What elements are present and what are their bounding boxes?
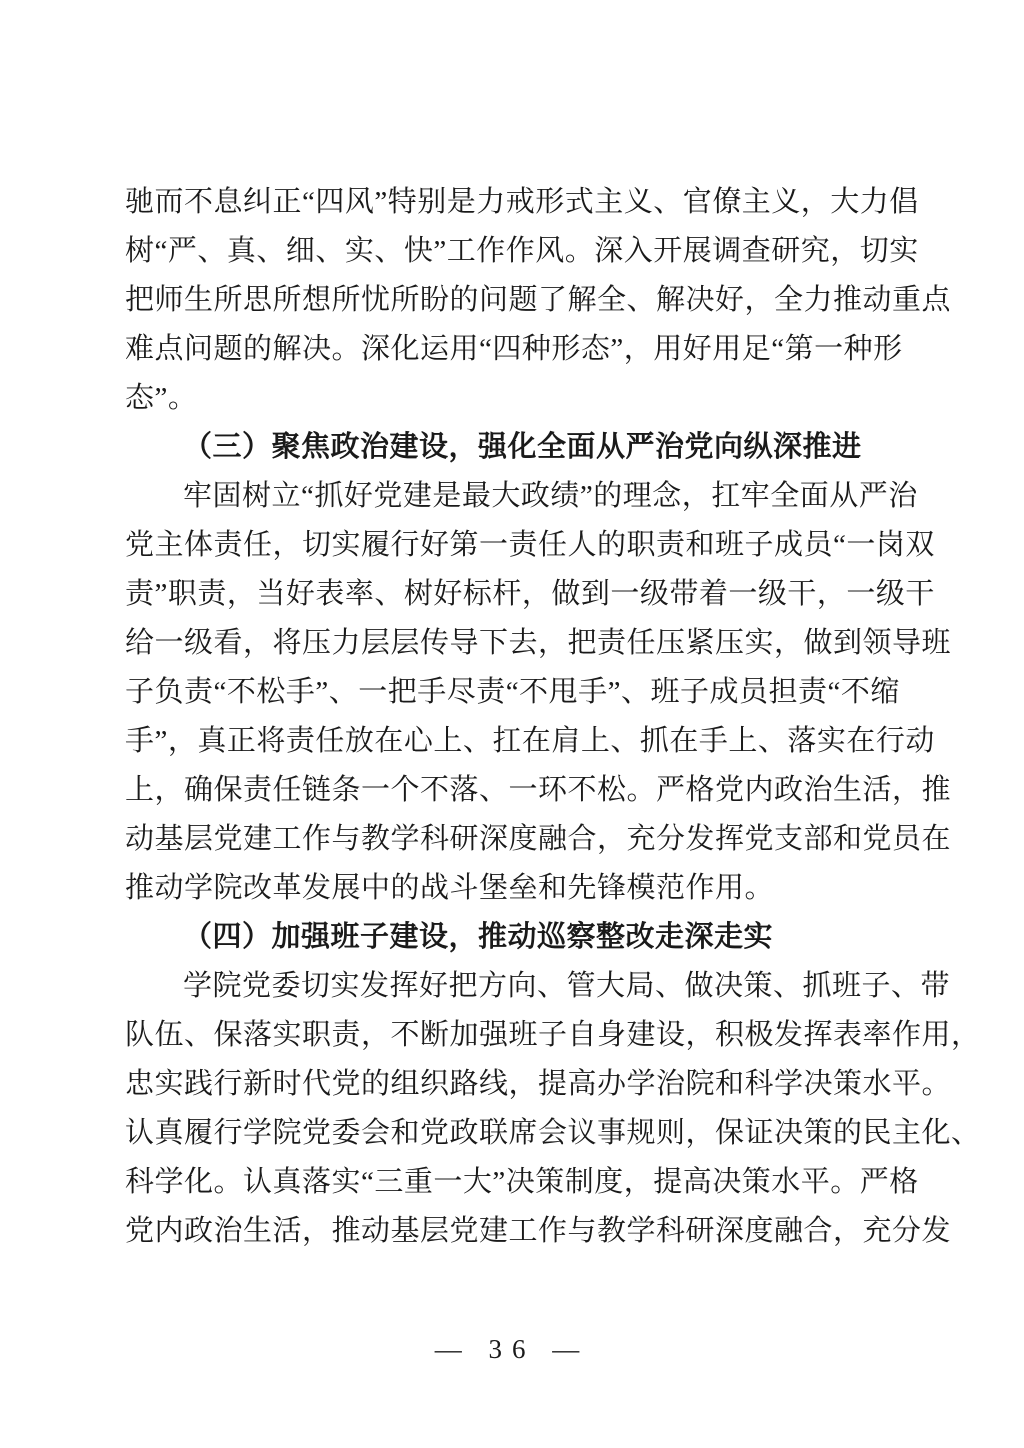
text-line: 忠实践行新时代党的组织路线，提高办学治院和科学决策水平。	[125, 1068, 952, 1100]
text-line: 认真履行学院党委会和党政联席会议事规则，保证决策的民主化、	[125, 1117, 981, 1149]
text-line: 子负责“不松手”、一把手尽责“不甩手”、班子成员担责“不缩	[125, 676, 900, 708]
section-heading: （三）聚焦政治建设，强化全面从严治党向纵深推进	[183, 431, 862, 463]
text-line: 动基层党建工作与教学科研深度融合，充分发挥党支部和党员在	[125, 823, 952, 855]
text-line: 责”职责，当好表率、树好标杆，做到一级带着一级干，一级干	[125, 578, 935, 610]
text-line: 科学化。认真落实“三重一大”决策制度，提高决策水平。严格	[125, 1166, 919, 1198]
text-line: 上，确保责任链条一个不落、一环不松。严格党内政治生活，推	[125, 774, 952, 806]
text-line: 手”，真正将责任放在心上、扛在肩上、抓在手上、落实在行动	[125, 725, 935, 757]
text-line: 队伍、保落实职责，不断加强班子自身建设，积极发挥表率作用，	[125, 1019, 981, 1051]
text-line: 给一级看，将压力层层传导下去，把责任压紧压实，做到领导班	[125, 627, 952, 659]
text-line: 学院党委切实发挥好把方向、管大局、做决策、抓班子、带	[183, 970, 951, 1002]
text-line: 党内政治生活，推动基层党建工作与教学科研深度融合，充分发	[125, 1215, 952, 1247]
document-content	[125, 178, 981, 1256]
text-line: 把师生所思所想所忧所盼的问题了解全、解决好，全力推动重点	[125, 284, 952, 316]
text-line: 难点问题的解决。深化运用“四种形态”，用好用足“第一种形	[125, 333, 903, 365]
page-number: — 36 —	[434, 1334, 590, 1364]
text-line: 树“严、真、细、实、快”工作作风。深入开展调查研究，切实	[125, 235, 919, 267]
text-line: 态”。	[125, 382, 198, 414]
text-line: 党主体责任，切实履行好第一责任人的职责和班子成员“一岗双	[125, 529, 935, 561]
text-line: 推动学院改革发展中的战斗堡垒和先锋模范作用。	[125, 872, 775, 904]
text-line: 牢固树立“抓好党建是最大政绩”的理念，扛牢全面从严治	[183, 480, 918, 512]
text-line: 驰而不息纠正“四风”特别是力戒形式主义、官僚主义，大力倡	[125, 186, 919, 218]
section-heading: （四）加强班子建设，推动巡察整改走深走实	[183, 921, 774, 953]
